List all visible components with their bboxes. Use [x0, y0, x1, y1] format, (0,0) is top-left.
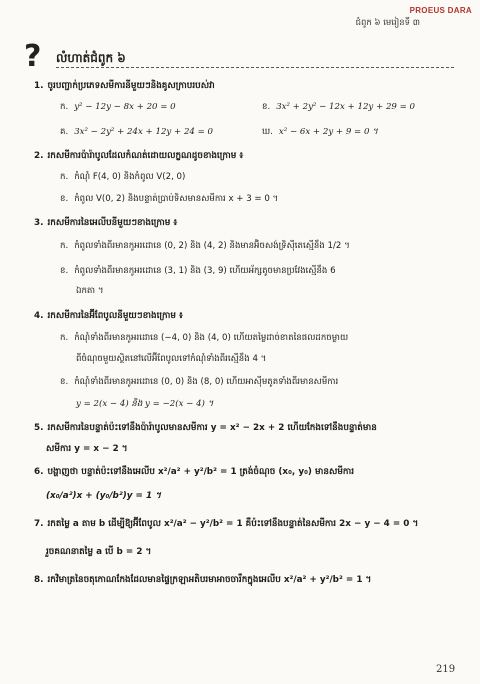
item-label: ក.	[60, 333, 69, 343]
item-label: ខ.	[60, 194, 69, 204]
question-text: បង្ហាញថា បន្ទាត់ប៉ះទៅនឹងអេលីប x²/a² + y²/b² = 1 ត្រង់ចំណុច (x₀, y₀) មានសមីការ	[47, 467, 355, 477]
q1-item-a	[60, 101, 176, 113]
question-number: 7.	[34, 519, 44, 529]
item-label: ឃ.	[262, 127, 273, 137]
question-7	[34, 518, 466, 530]
question-number: 1.	[34, 81, 44, 91]
q2-item-a	[60, 171, 185, 183]
item-label: ក.	[60, 102, 69, 112]
item-text: កំពូលទាំងពីរមានកូអរដោនេ (0, 2) និង (4, 2) និងមានអ៊ិចសង់ទ្រិស៊ីតេស្មើនឹង 1/2 ។	[74, 241, 350, 251]
q3-item-b-continued: ឯកតា ។	[76, 286, 104, 296]
equation: 3x² − 2y² + 24x + 12y + 24 = 0	[74, 127, 214, 137]
item-label: ក.	[60, 241, 69, 251]
item-label: ខ.	[60, 266, 69, 276]
question-text: សមីការ y = x − 2 ។	[46, 444, 128, 454]
question-8	[34, 574, 466, 586]
brand-watermark: PROEUS DARA	[409, 6, 472, 15]
question-4	[34, 310, 454, 322]
question-1	[34, 80, 454, 92]
q1-item-b	[262, 101, 415, 113]
item-text: កំពូល V(0, 2) និងបន្ទាត់ប្រាប់ទិសមានសមីការ x + 3 = 0 ។	[74, 194, 279, 204]
question-6-continued	[46, 490, 466, 502]
question-text: រកតម្លៃ a តាម b ដើម្បីឱ្យអ៊ីពែបូល x²/a² − y²/b² = 1 គឺប៉ះទៅនឹងបន្ទាត់នៃសមីការ 2x − y − 4 = 0 ។	[47, 519, 419, 529]
item-label: ក.	[60, 172, 69, 182]
question-text: រកសមីការនៃអ៊ីពែបូលនីមួយៗខាងក្រោម ៖	[47, 311, 183, 321]
question-5-continued	[46, 443, 466, 455]
item-label: គ.	[60, 127, 69, 137]
question-number: 4.	[34, 311, 44, 321]
q1-item-d	[262, 126, 378, 138]
question-number: 3.	[34, 218, 44, 228]
q4-item-b	[60, 376, 460, 388]
equation: 3x² + 2y² − 12x + 12y + 29 = 0	[276, 102, 416, 112]
question-6	[34, 466, 454, 478]
question-5	[34, 422, 454, 434]
question-number: 6.	[34, 467, 44, 477]
question-text: រកសមីការប៉ារ៉ាបូលដែលកំណត់ដោយលក្ខណដូចខាងក្រោម ៖	[47, 151, 244, 161]
q3-item-b	[60, 265, 460, 277]
item-text: កំណុំទាំងពីរមានកូអរដោនេ (0, 0) និង (8, 0) ហើយអាស៊ីមតូតទាំងពីរមានសមីការ	[74, 377, 339, 387]
question-text: រកសមីការនៃបន្ទាត់ប៉ះទៅនឹងប៉ារ៉ាបូលមានសមីការ y = x² − 2x + 2 ហើយកែងទៅនឹងបន្ទាត់មាន	[47, 423, 377, 433]
item-label: ខ.	[262, 102, 271, 112]
equation: y² − 12y − 8x + 20 = 0	[74, 102, 176, 112]
question-text: រកវិមាត្រនៃចតុកោណកែងដែលមានផ្ទៃក្រឡាអតិបរមាអាចចារឹកក្នុងអេលីប x²/a² + y²/b² = 1 ។	[47, 575, 372, 585]
equation: x² − 6x + 2y + 9 = 0 ។	[278, 127, 378, 137]
q4-item-a	[60, 332, 460, 344]
item-text: កំពូលទាំងពីរមានកូអរដោនេ (3, 1) និង (3, 9) ហើយអ័ក្សតូចមានប្រវែងស្មើនឹង 6	[74, 266, 336, 276]
title-divider	[56, 67, 454, 68]
q4-item-a-continued: ពីចំណុចមួយស្ថិតនៅលើអ៊ីពែបូលទៅកំណុំទាំងពីរស្មើនឹង 4 ។	[76, 354, 267, 364]
question-text: រកសមីការនៃអេលីបនីមួយៗខាងក្រោម ៖	[47, 218, 178, 228]
q4-item-b-equations: y = 2(x − 4) និង y = −2(x − 4) ។	[76, 399, 214, 409]
q2-item-b	[60, 193, 278, 205]
item-text: កំណុំ F(4, 0) និងកំពូល V(2, 0)	[74, 172, 186, 182]
q3-item-a	[60, 240, 460, 252]
question-text: រួចគណនាតម្លៃ a បើ b = 2 ។	[46, 547, 152, 557]
tangent-equation: (x₀/a²)x + (y₀/b²)y = 1 ។	[46, 491, 161, 501]
question-3	[34, 217, 454, 229]
question-number: 2.	[34, 151, 44, 161]
question-number: 5.	[34, 423, 44, 433]
item-text: កំណុំទាំងពីរមានកូអរដោនេ (−4, 0) និង (4, 0) ហើយតម្លៃដាច់ខាតនៃផលដកចម្ងាយ	[74, 333, 349, 343]
question-7-continued	[46, 546, 466, 558]
q1-item-c	[60, 126, 213, 138]
running-header: ជំពូក ៦ មេរៀនទី ៣	[355, 18, 420, 28]
question-text: ចូរបញ្ជាក់ប្រភេទសមីការនីមួយៗនិងគូសក្រាបរបស់វា	[47, 81, 215, 91]
question-mark-icon: ?	[24, 39, 42, 74]
question-number: 8.	[34, 575, 44, 585]
section-title: លំហាត់ជំពូក ៦	[56, 51, 126, 65]
question-2	[34, 150, 454, 162]
item-label: ខ.	[60, 377, 69, 387]
page-number: 219	[436, 664, 456, 675]
